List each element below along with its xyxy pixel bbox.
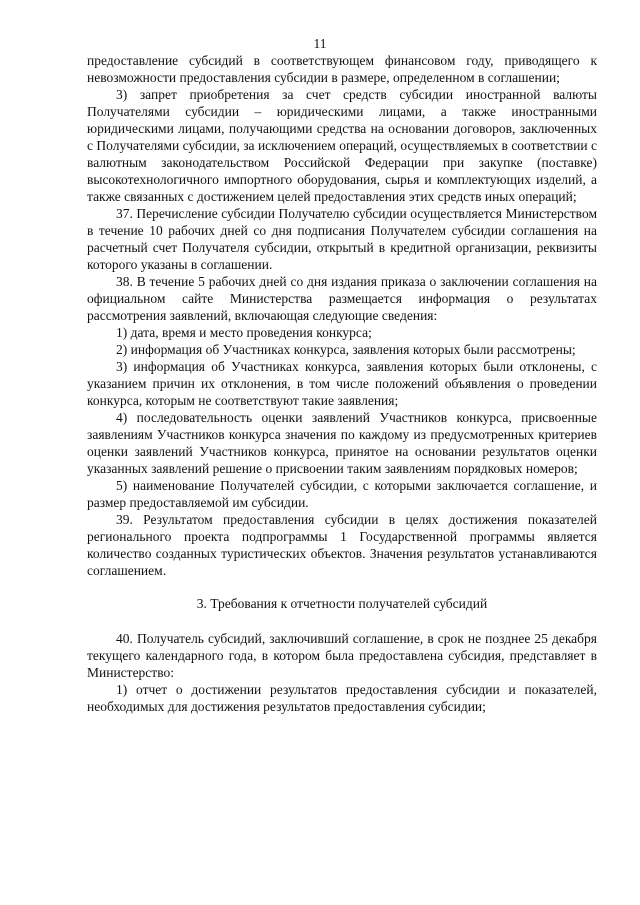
paragraph: предоставление субсидий в соответствующем финансовом году, приводящего к невозможности предоставления субсидии в размере, определенном в соглашении; <box>87 53 597 85</box>
paragraph: 40. Получатель субсидий, заключивший соглашение, в срок не позднее 25 декабря текущего календарного года, в котором была предоставлена субсидия, представляет в Министерство: <box>87 631 597 680</box>
paragraph: 37. Перечисление субсидии Получателю субсидии осуществляется Министерством в течение 10 рабочих дней со дня подписания Получателем субсидии соглашения на расчетный счет Получателя субсидии, открытый в кредитной организации, реквизиты которого указаны в соглашении. <box>87 206 597 272</box>
paragraph: 4) последовательность оценки заявлений Участников конкурса, присвоенные заявлениям Участников конкурса значения по каждому из предусмотренных критериев оценки заявлений Участников конкурса, принятое на основании результатов оценки указанных заявлений решение о присвоении таким заявлениям порядковых номеров; <box>87 410 597 476</box>
paragraph: 38. В течение 5 рабочих дней со дня издания приказа о заключении соглашения на официальном сайте Министерства размещается информация о результатах рассмотрения заявлений, включающая следующие сведения: <box>87 274 597 323</box>
paragraph: 2) информация об Участниках конкурса, заявления которых были рассмотрены; <box>116 342 576 357</box>
paragraphs-after-heading <box>87 630 597 715</box>
document-body <box>87 52 597 715</box>
paragraph: 5) наименование Получателей субсидии, с которыми заключается соглашение, и размер предоставляемой им субсидии. <box>87 478 597 510</box>
paragraph: 39. Результатом предоставления субсидии в целях достижения показателей регионального проекта подпрограммы 1 Государственной программы является количество созданных туристических объектов. Значения результатов устанавливаются соглашением. <box>87 512 597 578</box>
section-heading: 3. Требования к отчетности получателей субсидий <box>196 596 488 611</box>
paragraphs-before-heading <box>87 52 597 579</box>
page-number: 11 <box>313 36 327 51</box>
paragraph: 1) отчет о достижении результатов предоставления субсидии и показателей, необходимых для достижения результатов предоставления субсидии; <box>87 682 597 714</box>
paragraph: 1) дата, время и место проведения конкурса; <box>116 325 372 340</box>
paragraph: 3) информация об Участниках конкурса, заявления которых были отклонены, с указанием причин их отклонения, в том числе положений объявления о проведении конкурса, которым не соответствуют такие заявления; <box>87 359 597 408</box>
paragraph: 3) запрет приобретения за счет средств субсидии иностранной валюты Получателями субсидии – юридическими лицами, а также иностранными юридическими лицами, получающими средства на основании договоров, заключенных с Получателями субсидии, за исключением операций, осуществляемых в соответствии с валютным законодательством Российской Федерации при закупке (поставке) высокотехнологичного импортного оборудования, сырья и комплектующих изделий, а также связанных с достижением целей предоставления этих средств иных операций; <box>87 87 597 204</box>
